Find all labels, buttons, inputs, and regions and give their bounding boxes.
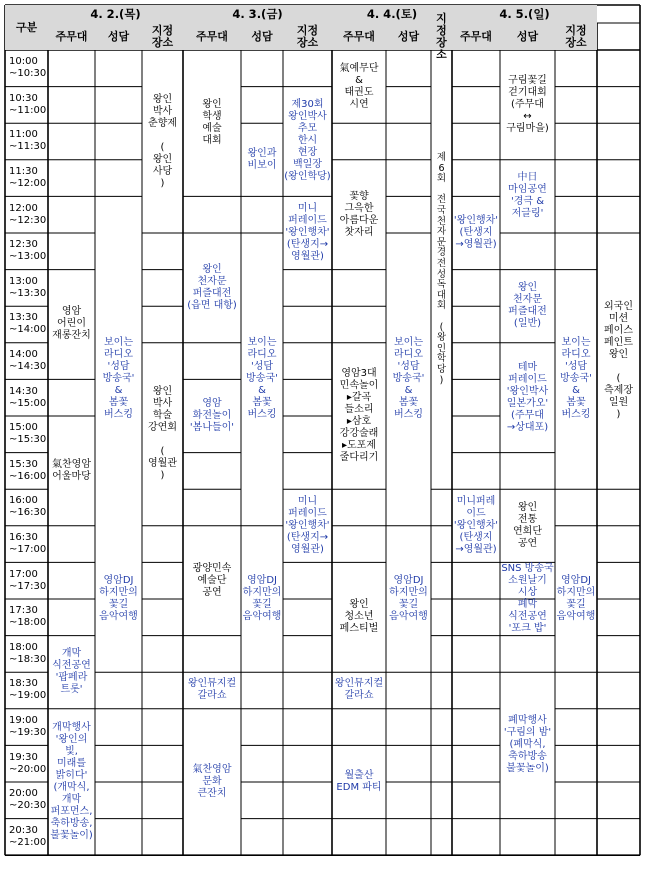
event-cell: 왕인 청소년 페스티벌 (339, 599, 379, 635)
day-header: 4. 2.(목) (48, 5, 183, 23)
column-header: 주무대 (452, 23, 500, 50)
event-cell: 영암DJ 하지만의 꽃길 음악여행 (242, 574, 282, 622)
event-cell: 폐막행사 '구림의 밤' (폐막식, 축하방송 불꽃놀이) (503, 715, 552, 775)
column-header: 성담 (241, 23, 283, 50)
event-cell: 영암DJ 하지만의 꽃길 음악여행 (389, 574, 428, 622)
event-cell: 왕인 천자문 퍼즐대전 (읍면 대항) (187, 263, 237, 311)
time-slot: 14:00 ~14:30 (9, 349, 47, 373)
event-cell: 폐막 식전공연 '포크 밥' (508, 599, 547, 635)
event-cell: 구림꽃길 걷기대회 (주무대 ↔ 구림마을) (506, 74, 549, 134)
time-slot: 10:00 ~10:30 (9, 56, 47, 80)
event-cell: 영암 화전놀이 '봄나들이' (189, 397, 235, 433)
event-cell: 보이는 라디오 '성담 방송국' & 봄꽃 버스킹 (560, 337, 592, 421)
event-cell: 개막행사 '왕인의 빛, 미래를 밝히다' (개막식, 개막 퍼포먼스, 축하방송, 불꽃놀이) (50, 721, 93, 841)
column-header: 성담 (95, 23, 142, 50)
time-slot: 17:30 ~18:00 (9, 605, 47, 629)
event-cell: 보이는 라디오 '성담 방송국' & 봄꽃 버스킹 (102, 337, 135, 421)
time-slot: 18:30 ~19:00 (9, 678, 47, 702)
time-slot: 20:30 ~21:00 (9, 824, 47, 848)
time-slot: 10:30 ~11:00 (9, 92, 47, 116)
column-header: 지정 장소 (142, 23, 183, 50)
event-cell: 영암 어린이 재롱잔치 (52, 306, 91, 342)
event-cell: 미니퍼레이드 '왕인행차' (탄생지 →영월관) (453, 495, 499, 555)
event-cell: 왕인 학생 예술 대회 (202, 99, 222, 147)
time-slot: 19:00 ~19:30 (9, 715, 47, 739)
column-header: 주무대 (48, 23, 95, 50)
event-cell: 영암DJ 하지만의 꽃길 음악여행 (556, 574, 596, 622)
time-slot: 15:00 ~15:30 (9, 422, 47, 446)
time-slot: 16:30 ~17:00 (9, 532, 47, 556)
event-cell: 영암3대 민속놀이 ▸갈곡 들소리 ▸삼호 강강술래 ▸도포제 줄다리기 (339, 367, 379, 463)
time-slot: 16:00 ~16:30 (9, 495, 47, 519)
event-cell: 왕인뮤지컬 갈라쇼 (334, 678, 384, 702)
event-cell: 氣찬영암 문화 큰잔치 (192, 763, 232, 799)
event-cell: 보이는 라디오 '성담 방송국' & 봄꽃 버스킹 (246, 337, 278, 421)
column-header: 정 장소 (431, 23, 452, 50)
event-cell: 왕인과 비보이 (247, 147, 277, 171)
event-cell: 미니 퍼레이드 '왕인행차' (탄생지→ 영월관) (285, 202, 330, 262)
event-cell: SNS 방송국 소원날기 시상 (501, 562, 554, 598)
event-cell: 보이는 라디오 '성담 방송국' & 봄꽃 버스킹 (392, 337, 425, 421)
column-header: 지정 장소 (555, 23, 597, 50)
column-header: 주무대 (332, 23, 386, 50)
event-cell: 中日 마임공연 '경극 & 저글링' (508, 172, 547, 220)
day-header: 4. 5.(일) (452, 5, 597, 23)
event-cell: 제 6 회 전 국 천 자 문 경 전 성 독 대 회 ( 왕 인 학 당 ) (436, 152, 447, 386)
day-header: 4. 3.(금) (183, 5, 332, 23)
event-cell: 광양민속 예술단 공연 (192, 562, 232, 598)
event-cell: 제30회 왕인박사 추모 한시 현장 백일장 (왕인학당) (284, 99, 331, 183)
time-slot: 19:30 ~20:00 (9, 751, 47, 775)
event-cell: 氣예무단 & 태권도 시연 (339, 62, 379, 110)
corner-header: 구분 (5, 5, 48, 50)
time-slot: 11:30 ~12:00 (9, 166, 47, 190)
event-cell: 왕인뮤지컬 갈라쇼 (187, 678, 237, 702)
time-slot: 12:00 ~12:30 (9, 202, 47, 226)
event-cell: 氣찬영암 어울마당 (52, 458, 91, 482)
time-slot: 18:00 ~18:30 (9, 641, 47, 665)
column-header: 지정 장소 (283, 23, 332, 50)
time-slot: 11:00 ~11:30 (9, 129, 47, 153)
time-slot: 13:00 ~13:30 (9, 275, 47, 299)
event-cell: 월출산 EDM 파티 (336, 769, 382, 793)
event-cell: 외국인 미션 페이스 페인트 왕인 ( 측제장 일원 ) (604, 301, 633, 421)
day-header: 4. 4.(토) (332, 5, 452, 23)
event-cell: 미니 퍼레이드 '왕인행차' (탄생지→ 영월관) (285, 495, 330, 555)
column-header: 성담 (500, 23, 555, 50)
event-cell: 왕인 천자문 퍼즐대전 (일반) (508, 282, 547, 330)
event-cell: 왕인 전통 연희단 공연 (513, 501, 542, 549)
event-cell: 개막 식전공연 '팝페라 트롯' (52, 648, 91, 696)
event-cell: 테마 퍼레이드 '왕인박사 일본가오' (주무대 →상대포) (506, 361, 549, 433)
event-cell: '왕인행차' (탄생지 →영월관) (453, 214, 499, 250)
time-slot: 15:30 ~16:00 (9, 458, 47, 482)
time-slot: 12:30 ~13:00 (9, 239, 47, 263)
column-header: 주무대 (183, 23, 241, 50)
time-slot: 14:30 ~15:00 (9, 385, 47, 409)
event-cell: 꽃향 그윽한 아름다운 찻자리 (339, 190, 379, 238)
event-cell: 왕인 박사 학술 강연회 ( 영월관 ) (148, 386, 177, 482)
time-slot: 13:30 ~14:00 (9, 312, 47, 336)
column-header: 성담 (386, 23, 431, 50)
event-cell: 왕인 박사 춘향제 ( 왕인 사당 ) (148, 93, 177, 189)
time-slot: 17:00 ~17:30 (9, 568, 47, 592)
time-slot: 20:00 ~20:30 (9, 788, 47, 812)
event-cell: 영암DJ 하지만의 꽃길 음악여행 (99, 574, 138, 622)
